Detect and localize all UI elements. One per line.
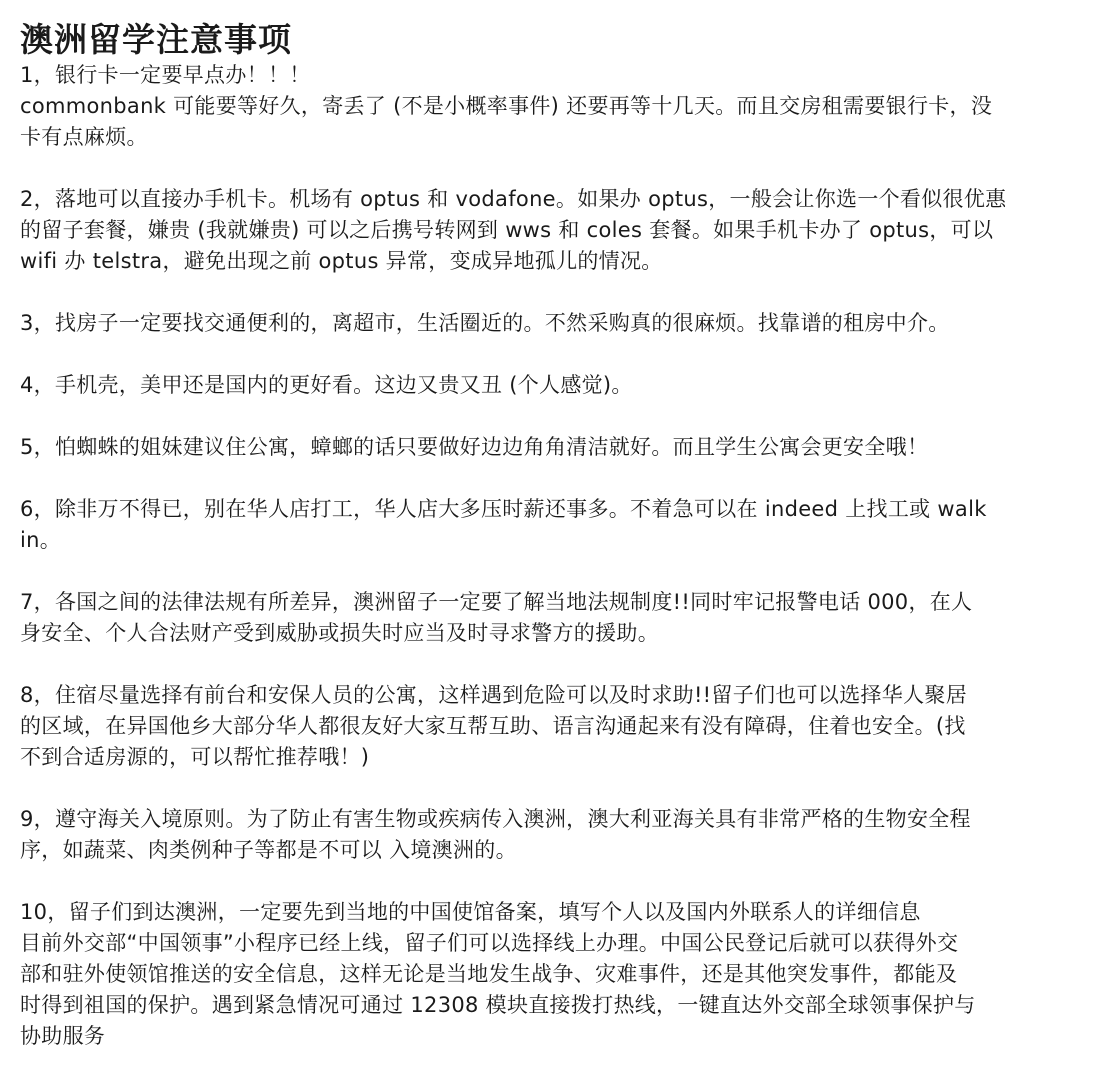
note-line: 2，落地可以直接办手机卡。机场有 optus 和 vodafone。如果办 optus，一般会让你选一个看似很优惠	[20, 187, 1007, 211]
note-line: 5，怕蜘蛛的姐妹建议住公寓，蟑螂的话只要做好边边角角清洁就好。而且学生公寓会更安全哦！	[20, 435, 929, 459]
notes-list	[20, 60, 1084, 1052]
paragraph-gap	[20, 556, 1084, 587]
paragraph-gap	[20, 649, 1084, 680]
note-line: 卡有点麻烦。	[20, 125, 148, 149]
note-line: 9，遵守海关入境原则。为了防止有害生物或疾病传入澳洲，澳大利亚海关具有非常严格的生物安全程	[20, 807, 971, 831]
note-item	[20, 804, 1084, 866]
note-line: 身安全、个人合法财产受到威胁或损失时应当及时寻求警方的援助。	[20, 621, 659, 645]
note-item	[20, 680, 1084, 773]
paragraph-gap	[20, 773, 1084, 804]
note-line: 不到合适房源的，可以帮忙推荐哦！)	[20, 745, 370, 769]
note-line: 1，银行卡一定要早点办！！！	[20, 63, 311, 87]
note-item	[20, 587, 1084, 649]
note-item	[20, 60, 1084, 153]
note-line: 时得到祖国的保护。遇到紧急情况可通过 12308 模块直接拨打热线，一键直达外交部全球领事保护与	[20, 993, 976, 1017]
note-line: 10，留子们到达澳洲，一定要先到当地的中国使馆备案，填写个人以及国内外联系人的详细信息	[20, 900, 921, 924]
note-line: 的区域，在异国他乡大部分华人都很友好大家互帮互助、语言沟通起来有没有障碍，住着也安全。(找	[20, 714, 966, 738]
note-line: 协助服务	[20, 1024, 106, 1048]
note-line: 8，住宿尽量选择有前台和安保人员的公寓，这样遇到危险可以及时求助!!留子们也可以选择华人聚居	[20, 683, 967, 707]
note-line: 目前外交部“中国领事”小程序已经上线，留子们可以选择线上办理。中国公民登记后就可以获得外交	[20, 931, 959, 955]
note-item	[20, 494, 1084, 556]
note-line: 6，除非万不得已，别在华人店打工，华人店大多压时薪还事多。不着急可以在 indeed 上找工或 walk	[20, 497, 987, 521]
paragraph-gap	[20, 339, 1084, 370]
paragraph-gap	[20, 866, 1084, 897]
note-item	[20, 370, 1084, 401]
note-line: wifi 办 telstra，避免出现之前 optus 异常，变成异地孤儿的情况。	[20, 249, 663, 273]
paragraph-gap	[20, 463, 1084, 494]
paragraph-gap	[20, 153, 1084, 184]
note-item	[20, 308, 1084, 339]
note-item	[20, 897, 1084, 1052]
note-item	[20, 184, 1084, 277]
paragraph-gap	[20, 277, 1084, 308]
note-line: 7，各国之间的法律法规有所差异，澳洲留子一定要了解当地法规制度!!同时牢记报警电话 000，在人	[20, 590, 973, 614]
note-line: commonbank 可能要等好久，寄丢了 (不是小概率事件) 还要再等十几天。而且交房租需要银行卡，没	[20, 94, 993, 118]
paragraph-gap	[20, 401, 1084, 432]
note-item	[20, 432, 1084, 463]
note-line: 3，找房子一定要找交通便利的，离超市，生活圈近的。不然采购真的很麻烦。找靠谱的租房中介。	[20, 311, 950, 335]
note-line: in。	[20, 528, 62, 552]
note-line: 4，手机壳，美甲还是国内的更好看。这边又贵又丑 (个人感觉)。	[20, 373, 633, 397]
note-line: 序，如蔬菜、肉类例种子等都是不可以 入境澳洲的。	[20, 838, 517, 862]
note-line: 的留子套餐，嫌贵 (我就嫌贵) 可以之后携号转网到 wws 和 coles 套餐。如果手机卡办了 optus，可以	[20, 218, 994, 242]
page-title: 澳洲留学注意事项	[20, 20, 292, 59]
note-line: 部和驻外使领馆推送的安全信息，这样无论是当地发生战争、灾难事件，还是其他突发事件，都能及	[20, 962, 958, 986]
